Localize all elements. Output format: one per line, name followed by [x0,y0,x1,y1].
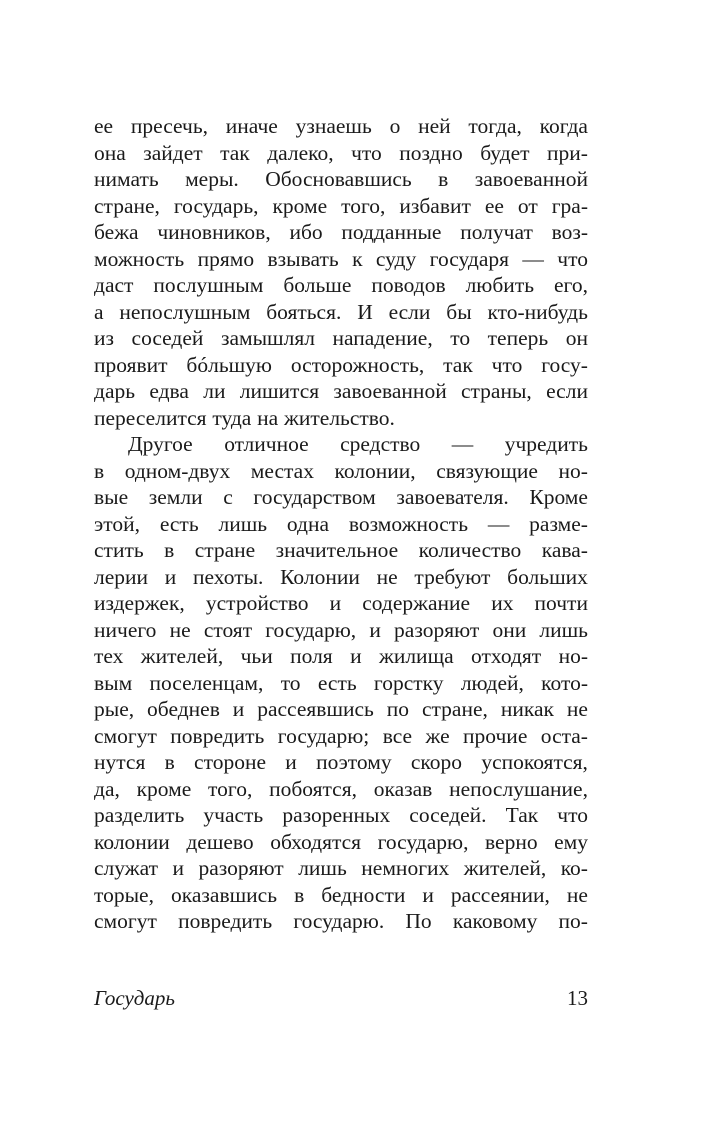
text-line: проявит бóльшую осторожность, так что госу- [94,352,588,377]
text-line: колонии дешево обходятся государю, верно ему [94,829,588,854]
text-line: даст послушным больше поводов любить его, [94,273,588,297]
text-line: вым поселенцам, то есть горстку людей, кото- [94,670,588,695]
text-line: смогут повредить государю. По каковому по- [94,909,588,933]
text-line: торые, оказавшись в бедности и рассеянии, не [94,882,588,907]
text-line: Другое отличное средство — учредить [128,432,588,456]
text-line: из соседей замышлял нападение, то теперь он [94,326,588,350]
text-line: смогут повредить государю; все же прочие оста- [94,723,588,748]
text-line: нутся в стороне и поэтому скоро успокоятся, [94,750,588,774]
text-line: рые, обеднев и рассеявшись по стране, никак не [94,697,588,721]
text-line: издержек, устройство и содержание их почти [94,591,588,615]
text-line: ее пресечь, иначе узнаешь о ней тогда, когда [94,114,588,138]
running-title: Государь [94,986,175,1010]
text-line: а непослушным бояться. И если бы кто-нибудь [94,299,588,324]
body-text [94,113,588,935]
text-line: служат и разоряют лишь немногих жителей, ко- [94,856,588,880]
text-line: бежа чиновников, ибо подданные получат воз- [94,220,588,244]
text-line: она зайдет так далеко, что поздно будет при- [94,140,588,165]
text-line: да, кроме того, побоятся, оказав непослушание, [94,776,588,801]
text-line: стране, государь, кроме того, избавит ее от гра- [94,193,588,218]
text-line: в одном-двух местах колонии, связующие но- [94,458,588,483]
text-line: лерии и пехоты. Колонии не требуют больших [94,564,588,589]
text-line: разделить участь разоренных соседей. Так что [94,803,588,827]
text-line: этой, есть лишь одна возможность — разме- [94,511,588,536]
text-line: нимать меры. Обосновавшись в завоеванной [94,167,588,191]
text-line: можность прямо взывать к суду государя — что [94,246,588,271]
text-line: дарь едва ли лишится завоеванной страны, если [94,379,588,403]
page-number: 13 [567,986,588,1010]
text-line: ничего не стоят государю, и разоряют они лишь [94,617,588,642]
page-footer [94,986,588,1016]
text-line: стить в стране значительное количество кава- [94,538,588,562]
text-line: тех жителей, чьи поля и жилища отходят но- [94,644,588,668]
text-line: переселится туда на жительство. [94,405,395,430]
text-line: вые земли с государством завоевателя. Кроме [94,485,588,509]
